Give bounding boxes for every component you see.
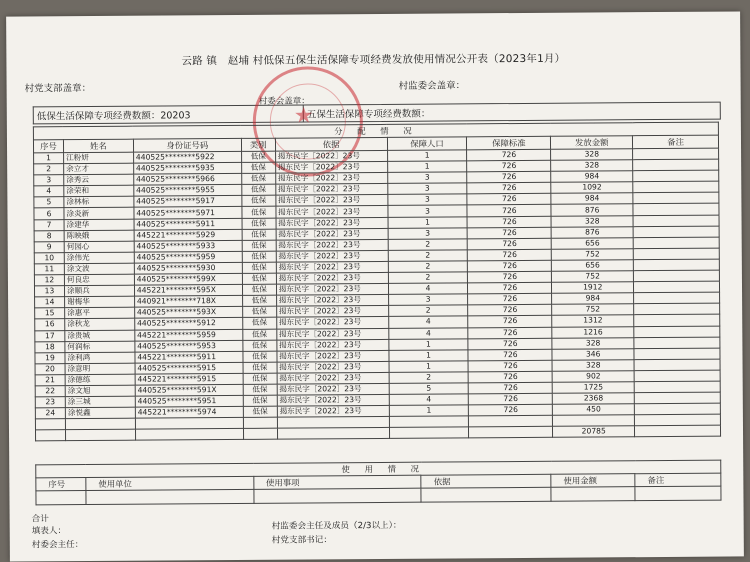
row-population: 2 <box>388 305 468 317</box>
row-no: 14 <box>35 297 65 308</box>
row-population: 4 <box>388 283 468 295</box>
row-remark <box>634 348 720 360</box>
row-standard: 726 <box>468 249 552 261</box>
row-basis: 揭东民字［2022］23号 <box>276 306 388 318</box>
row-population: 1 <box>387 161 467 173</box>
row-id: 440525********5951 <box>135 395 243 407</box>
row-type: 低保 <box>242 229 276 240</box>
row-type: 低保 <box>243 329 277 340</box>
row-amount: 346 <box>552 348 634 360</box>
row-no: 6 <box>34 208 64 219</box>
row-remark <box>633 159 719 171</box>
row-amount: 328 <box>552 337 634 349</box>
row-standard: 726 <box>468 327 552 339</box>
row-type: 低保 <box>242 284 276 295</box>
row-population: 3 <box>388 228 468 240</box>
row-basis: 揭东民字［2022］23号 <box>275 173 387 185</box>
row-name: 涂贵城 <box>65 330 135 342</box>
row-id: 440525********5971 <box>134 207 242 219</box>
row-remark <box>633 192 719 204</box>
row-name: 涂文波 <box>64 263 134 275</box>
row-name: 何润标 <box>65 341 135 353</box>
row-basis: 揭东民字［2022］23号 <box>277 339 389 351</box>
row-remark <box>633 170 719 182</box>
row-id: 440525********5917 <box>134 196 242 208</box>
row-remark <box>633 226 719 238</box>
row-id: 440525********5922 <box>133 151 241 163</box>
row-name: 涂顺兵 <box>64 285 134 297</box>
row-name: 涂荣和 <box>64 185 134 197</box>
row-amount: 752 <box>552 271 634 283</box>
row-no: 11 <box>34 264 64 275</box>
row-id: 440525********591X <box>135 384 243 396</box>
row-id: 445221********5959 <box>135 329 243 341</box>
row-amount: 1725 <box>552 382 634 394</box>
row-basis: 揭东民字［2022］23号 <box>277 372 389 384</box>
row-id: 440525********593X <box>134 307 242 319</box>
committee-director-label: 村委会主任： <box>31 540 84 551</box>
row-population: 3 <box>387 172 467 184</box>
row-type: 低保 <box>242 273 276 284</box>
committee-stamp-label: 村委会盖章： <box>258 96 310 107</box>
row-population: 3 <box>387 194 467 206</box>
row-basis: 揭东民字［2022］23号 <box>276 228 388 240</box>
row-population: 4 <box>388 316 468 328</box>
row-name: 涂利鸿 <box>65 352 135 364</box>
row-basis: 揭东民字［2022］23号 <box>276 295 388 307</box>
row-basis: 揭东民字［2022］23号 <box>277 383 389 395</box>
row-name: 涂三城 <box>65 396 135 408</box>
header-basis: 依据 <box>275 137 387 151</box>
row-standard: 726 <box>468 338 552 350</box>
row-type: 低保 <box>242 295 276 306</box>
row-amount: 450 <box>553 404 635 416</box>
row-basis: 揭东民字［2022］23号 <box>275 184 387 196</box>
row-population: 1 <box>387 150 467 162</box>
row-remark <box>634 370 720 382</box>
row-standard: 726 <box>469 393 553 405</box>
row-basis: 揭东民字［2022］23号 <box>277 361 389 373</box>
row-amount: 984 <box>551 193 633 205</box>
row-standard: 726 <box>467 149 551 161</box>
row-remark <box>633 259 719 271</box>
row-standard: 726 <box>468 305 552 317</box>
row-name: 陈映娥 <box>64 230 134 242</box>
header-population: 保障人口 <box>387 137 467 151</box>
row-amount: 328 <box>551 149 633 161</box>
row-name: 何良忠 <box>64 274 134 286</box>
row-amount: 1312 <box>552 315 634 327</box>
row-type: 低保 <box>241 162 275 173</box>
row-no: 18 <box>35 341 65 352</box>
row-population: 2 <box>388 250 468 262</box>
header-no: 序号 <box>33 140 63 153</box>
header-remark: 备注 <box>633 135 719 149</box>
red-seal: ★ <box>252 66 363 177</box>
row-type: 低保 <box>241 173 275 184</box>
row-type: 低保 <box>243 362 277 373</box>
row-basis: 揭东民字［2022］23号 <box>276 328 388 340</box>
row-id: 440525********5911 <box>134 218 242 230</box>
row-basis: 揭东民字［2022］23号 <box>276 284 388 296</box>
header-name: 姓名 <box>63 139 133 152</box>
row-type: 低保 <box>242 218 276 229</box>
row-basis: 揭东民字［2022］23号 <box>277 350 389 362</box>
row-type: 低保 <box>243 406 277 417</box>
page-title: 云路 镇 赵埔 村低保五保生活保障专项经费发放使用情况公开表（2023年1月） <box>181 52 566 68</box>
row-remark <box>634 337 720 349</box>
row-standard: 726 <box>468 260 552 272</box>
row-basis: 揭东民字［2022］23号 <box>276 272 388 284</box>
row-no: 10 <box>34 253 64 264</box>
row-name: 涂惠平 <box>65 307 135 319</box>
row-standard: 726 <box>468 238 552 250</box>
usage-header-no: 序号 <box>36 478 86 491</box>
row-population: 2 <box>388 261 468 273</box>
row-basis: 揭东民字［2022］23号 <box>276 250 388 262</box>
preparer-label: 填表人： <box>31 526 67 537</box>
row-type: 低保 <box>243 340 277 351</box>
row-population: 2 <box>389 372 469 384</box>
row-population: 5 <box>389 383 469 395</box>
row-population: 3 <box>388 205 468 217</box>
row-name: 何园心 <box>64 241 134 253</box>
row-type: 低保 <box>242 240 276 251</box>
header-amount: 发放金额 <box>551 136 633 150</box>
row-amount: 328 <box>551 215 633 227</box>
row-population: 4 <box>388 327 468 339</box>
row-population: 1 <box>389 405 469 417</box>
row-name: 涂炎新 <box>64 208 134 220</box>
party-stamp-label: 村党支部盖章： <box>24 82 92 95</box>
row-name: 涂秋龙 <box>65 319 135 331</box>
row-id: 440525********5955 <box>134 185 242 197</box>
row-amount: 984 <box>551 171 633 183</box>
row-name: 涂秀云 <box>64 174 134 186</box>
document-sheet <box>6 11 744 561</box>
row-name: 涂德练 <box>65 374 135 386</box>
row-no: 13 <box>34 286 64 297</box>
row-standard: 726 <box>469 382 553 394</box>
row-amount: 876 <box>551 226 633 238</box>
row-amount: 1092 <box>551 182 633 194</box>
row-remark <box>633 248 719 260</box>
row-no: 21 <box>35 375 65 386</box>
usage-caption: 使 用 情 况 <box>36 460 721 478</box>
row-name: 涂悦鑫 <box>65 407 135 419</box>
row-type: 低保 <box>242 207 276 218</box>
row-standard: 726 <box>469 371 553 383</box>
row-id: 445221********595X <box>134 285 242 297</box>
wubao-fund-label: 五保生活保障专项经费数额： <box>303 102 721 123</box>
row-amount: 1912 <box>552 282 634 294</box>
supervision-stamp-label: 村监委会盖章： <box>398 80 466 92</box>
row-standard: 726 <box>467 171 551 183</box>
row-basis: 揭东民字［2022］23号 <box>276 239 388 251</box>
usage-table <box>35 460 721 506</box>
dibao-fund-label: 低保生活保障专项经费数额：20203 <box>33 104 306 124</box>
row-amount: 752 <box>552 304 634 316</box>
row-no: 12 <box>34 275 64 286</box>
header-type: 类别 <box>241 138 275 151</box>
row-type: 低保 <box>243 384 277 395</box>
row-population: 1 <box>388 338 468 350</box>
row-type: 低保 <box>242 251 276 262</box>
row-type: 低保 <box>241 151 275 162</box>
distribution-table <box>33 122 721 442</box>
row-remark <box>634 303 720 315</box>
row-population: 1 <box>388 216 468 228</box>
row-remark <box>633 181 719 193</box>
row-population: 2 <box>388 272 468 284</box>
row-no: 8 <box>34 230 64 241</box>
usage-header-item: 使用事项 <box>253 475 421 489</box>
row-id: 445221********5974 <box>135 407 243 419</box>
row-amount: 656 <box>552 260 634 272</box>
row-no: 3 <box>34 175 64 186</box>
row-remark <box>634 359 720 371</box>
row-standard: 726 <box>467 205 551 217</box>
row-name: 涂文旭 <box>65 385 135 397</box>
row-id: 445221********5915 <box>135 373 243 385</box>
row-name: 涂建华 <box>64 219 134 231</box>
row-remark <box>633 204 719 216</box>
row-remark <box>634 403 720 415</box>
row-population: 4 <box>389 394 469 406</box>
row-amount: 656 <box>551 237 633 249</box>
row-amount: 752 <box>552 249 634 261</box>
header-id: 身份证号码 <box>133 138 241 152</box>
usage-header-basis: 依据 <box>421 474 551 488</box>
party-secretary-label: 村党支部书记： <box>271 535 332 546</box>
row-id: 440525********5935 <box>133 163 241 175</box>
row-name: 涂林标 <box>64 197 134 209</box>
row-amount: 902 <box>552 371 634 383</box>
row-type: 低保 <box>242 262 276 273</box>
row-type: 低保 <box>243 351 277 362</box>
row-standard: 726 <box>468 227 552 239</box>
row-no: 22 <box>35 386 65 397</box>
row-no: 5 <box>34 197 64 208</box>
row-standard: 726 <box>468 271 552 283</box>
row-standard: 726 <box>468 293 552 305</box>
row-type: 低保 <box>243 395 277 406</box>
row-remark <box>634 381 720 393</box>
row-no: 15 <box>35 308 65 319</box>
row-id: 445221********5929 <box>134 229 242 241</box>
row-standard: 726 <box>469 404 553 416</box>
row-name: 涂意明 <box>65 363 135 375</box>
row-name: 涂伟光 <box>64 252 134 264</box>
row-standard: 726 <box>467 183 551 195</box>
row-amount: 1216 <box>552 326 634 338</box>
row-no: 24 <box>35 408 65 419</box>
row-standard: 726 <box>467 160 551 172</box>
total-amount: 20785 <box>553 426 635 438</box>
row-basis: 揭东民字［2022］23号 <box>276 317 388 329</box>
row-basis: 揭东民字［2022］23号 <box>277 406 389 418</box>
usage-header-amount: 使用金额 <box>551 474 635 488</box>
row-amount: 328 <box>552 359 634 371</box>
row-name: 谢梅华 <box>65 296 135 308</box>
row-no: 23 <box>35 397 65 408</box>
row-basis: 揭东民字［2022］23号 <box>275 162 387 174</box>
usage-header-remark: 备注 <box>635 473 721 487</box>
row-basis: 揭东民字［2022］23号 <box>276 195 388 207</box>
row-type: 低保 <box>243 373 277 384</box>
row-id: 440525********5933 <box>134 240 242 252</box>
row-remark <box>634 392 720 404</box>
row-population: 1 <box>389 350 469 362</box>
row-no: 2 <box>34 164 64 175</box>
row-no: 17 <box>35 330 65 341</box>
row-population: 1 <box>389 361 469 373</box>
distribution-caption: 分 配 情 况 <box>33 122 718 140</box>
row-no: 4 <box>34 186 64 197</box>
row-basis: 揭东民字［2022］23号 <box>276 206 388 218</box>
row-population: 3 <box>387 183 467 195</box>
row-id: 440921********718X <box>134 296 242 308</box>
row-no: 9 <box>34 241 64 252</box>
row-amount: 328 <box>551 160 633 172</box>
row-basis: 揭东民字［2022］23号 <box>277 394 389 406</box>
row-id: 440525********5915 <box>135 362 243 374</box>
row-id: 440525********5930 <box>134 262 242 274</box>
row-id: 440525********599X <box>134 273 242 285</box>
row-remark <box>633 237 719 249</box>
row-no: 1 <box>34 153 64 164</box>
row-standard: 726 <box>467 194 551 206</box>
row-name: 江粉妍 <box>64 152 134 164</box>
row-remark <box>634 281 720 293</box>
header-standard: 保障标准 <box>467 136 551 150</box>
row-population: 3 <box>388 294 468 306</box>
row-basis: 揭东民字［2022］23号 <box>276 217 388 229</box>
row-standard: 726 <box>468 360 552 372</box>
row-remark <box>633 148 719 160</box>
row-no: 19 <box>35 352 65 363</box>
row-remark <box>634 270 720 282</box>
row-remark <box>634 315 720 327</box>
row-remark <box>633 215 719 227</box>
row-remark <box>634 326 720 338</box>
total-label: 合计 <box>31 514 49 525</box>
row-standard: 726 <box>468 282 552 294</box>
row-no: 7 <box>34 219 64 230</box>
row-standard: 726 <box>467 216 551 228</box>
row-amount: 2368 <box>553 393 635 405</box>
row-no: 16 <box>35 319 65 330</box>
row-type: 低保 <box>242 307 276 318</box>
row-type: 低保 <box>242 318 276 329</box>
row-name: 余立才 <box>64 163 134 175</box>
usage-header-unit: 使用单位 <box>86 476 254 490</box>
row-type: 低保 <box>242 196 276 207</box>
row-id: 440525********5959 <box>134 251 242 263</box>
row-amount: 876 <box>551 204 633 216</box>
row-id: 440525********5966 <box>134 174 242 186</box>
row-id: 440525********5912 <box>135 318 243 330</box>
row-id: 440525********5953 <box>135 340 243 352</box>
row-no: 20 <box>35 363 65 374</box>
row-type: 低保 <box>242 184 276 195</box>
row-standard: 726 <box>468 349 552 361</box>
row-amount: 984 <box>552 293 634 305</box>
row-standard: 726 <box>468 316 552 328</box>
row-remark <box>634 292 720 304</box>
row-basis: 揭东民字［2022］23号 <box>276 261 388 273</box>
row-basis: 揭东民字［2022］23号 <box>275 150 387 162</box>
row-population: 2 <box>388 239 468 251</box>
supervision-members-label: 村监委会主任及成员（2/3以上）： <box>271 520 402 532</box>
row-id: 445221********5911 <box>135 351 243 363</box>
